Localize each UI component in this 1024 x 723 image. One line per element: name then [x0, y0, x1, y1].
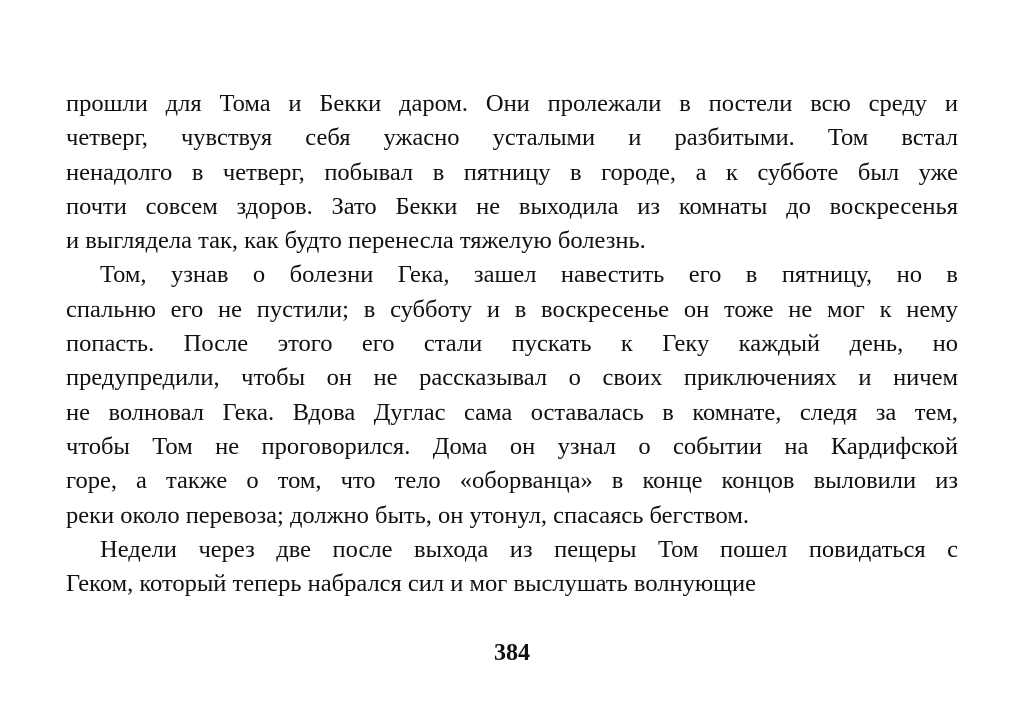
text-line: не волновал Гека. Вдова Дуглас сама оставалась в комнате, следя за тем,: [66, 398, 958, 426]
paragraph-1: [66, 87, 958, 258]
text-line: Недели через две после выхода из пещеры Том пошел повидаться с: [100, 535, 958, 563]
text-line: почти совсем здоров. Зато Бекки не выходила из комнаты до воскресенья: [66, 192, 958, 220]
text-line: спальню его не пустили; в субботу и в воскресенье он тоже не мог к нему: [66, 295, 958, 323]
paragraph-3: [66, 533, 958, 602]
text-line: четверг, чувствуя себя ужасно усталыми и разбитыми. Том встал: [66, 124, 958, 152]
text-line: Геком, который теперь набрался сил и мог выслушать волнующие: [66, 570, 756, 598]
text-line: ненадолго в четверг, побывал в пятницу в городе, а к субботе был уже: [66, 158, 958, 186]
text-line: горе, а также о том, что тело «оборванца» в конце концов выловили из: [66, 467, 958, 495]
text-line: попасть. После этого его стали пускать к Геку каждый день, но: [66, 330, 958, 358]
text-line: прошли для Тома и Бекки даром. Они пролежали в постели всю среду и: [66, 90, 958, 117]
text-line: предупредили, чтобы он не рассказывал о своих приключениях и ничем: [66, 364, 958, 392]
text-line: реки около перевоза; должно быть, он утонул, спасаясь бегством.: [66, 501, 749, 529]
text-line: Том, узнав о болезни Гека, зашел навестить его в пятницу, но в: [100, 261, 958, 289]
page-number: 384: [494, 640, 530, 666]
page-body: [66, 87, 958, 601]
paragraph-2: [66, 258, 958, 532]
text-line: чтобы Том не проговорился. Дома он узнал о событии на Кардифской: [66, 432, 958, 460]
text-line: и выглядела так, как будто перенесла тяжелую болезнь.: [66, 227, 646, 255]
